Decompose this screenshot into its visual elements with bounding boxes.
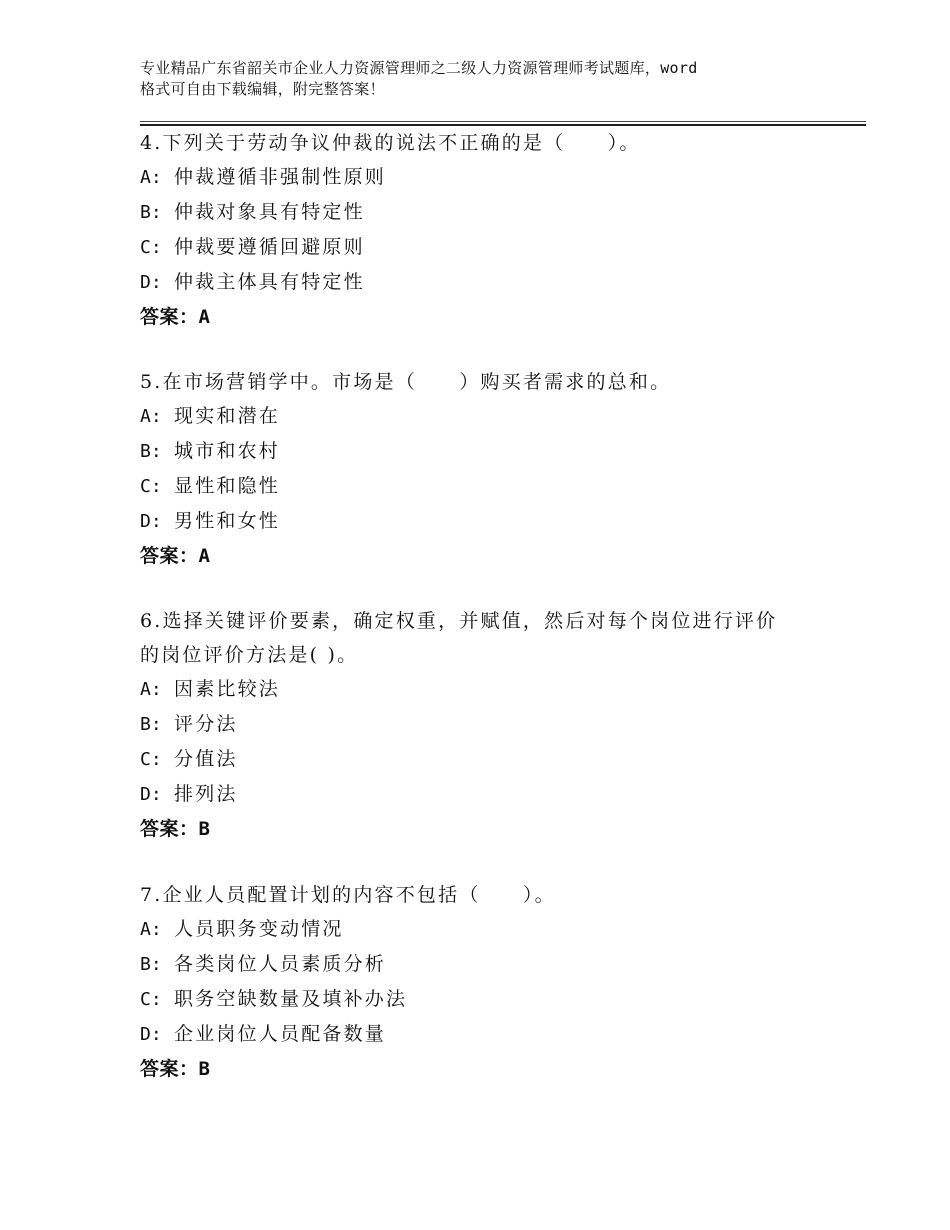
- option-text: 各类岗位人员素质分析: [174, 953, 387, 975]
- option-letter: A:: [140, 167, 162, 188]
- option-text: 显性和隐性: [174, 475, 281, 497]
- option-text: 因素比较法: [174, 678, 281, 700]
- option-text: 男性和女性: [174, 510, 281, 532]
- document-header: [140, 58, 840, 100]
- option-letter: B:: [140, 441, 162, 462]
- option-b: [140, 434, 840, 469]
- header-line-1: 专业精品广东省韶关市企业人力资源管理师之二级人力资源管理师考试题库，word: [140, 59, 698, 77]
- question-5: [140, 365, 840, 573]
- option-a: [140, 912, 840, 947]
- option-text: 仲裁遵循非强制性原则: [174, 166, 387, 188]
- option-letter: A:: [140, 406, 162, 427]
- option-text: 现实和潜在: [174, 405, 281, 427]
- option-a: [140, 399, 840, 434]
- option-b: [140, 947, 840, 982]
- question-stem-line-2: 的岗位评价方法是( )。: [140, 644, 359, 666]
- question-stem-line-1: 6.选择关键评价要素，确定权重，并赋值，然后对每个岗位进行评价: [140, 610, 778, 632]
- header-line-2: 格式可自由下载编辑，附完整答案！: [140, 80, 385, 98]
- question-4: [140, 126, 840, 334]
- option-b: [140, 195, 840, 230]
- option-letter: D:: [140, 784, 162, 805]
- header-divider-thin: [140, 121, 866, 122]
- option-c: [140, 230, 840, 265]
- option-c: [140, 982, 840, 1017]
- option-c: [140, 469, 840, 504]
- answer-line: [140, 1052, 840, 1086]
- option-text: 仲裁主体具有特定性: [174, 271, 365, 293]
- option-d: [140, 777, 840, 812]
- question-7: [140, 878, 840, 1086]
- question-stem: 7.企业人员配置计划的内容不包括（ ）。: [140, 884, 556, 906]
- answer-line: [140, 300, 840, 334]
- option-a: [140, 160, 840, 195]
- option-text: 排列法: [174, 783, 238, 805]
- answer-value: B: [198, 818, 211, 840]
- option-text: 分值法: [174, 748, 238, 770]
- answer-line: [140, 539, 840, 573]
- option-d: [140, 504, 840, 539]
- option-letter: A:: [140, 919, 162, 940]
- question-stem: 5.在市场营销学中。市场是（ ）购买者需求的总和。: [140, 371, 672, 393]
- option-text: 评分法: [174, 713, 238, 735]
- answer-label: 答案：: [140, 1058, 199, 1080]
- option-letter: B:: [140, 714, 162, 735]
- answer-label: 答案：: [140, 306, 199, 328]
- option-letter: C:: [140, 989, 162, 1010]
- option-letter: A:: [140, 679, 162, 700]
- answer-label: 答案：: [140, 818, 199, 840]
- option-letter: C:: [140, 476, 162, 497]
- answer-value: A: [198, 545, 211, 567]
- option-letter: C:: [140, 237, 162, 258]
- answer-label: 答案：: [140, 545, 199, 567]
- option-text: 职务空缺数量及填补办法: [174, 988, 408, 1010]
- option-d: [140, 265, 840, 300]
- option-a: [140, 672, 840, 707]
- option-d: [140, 1017, 840, 1052]
- option-letter: B:: [140, 954, 162, 975]
- answer-value: B: [198, 1058, 211, 1080]
- option-b: [140, 707, 840, 742]
- answer-value: A: [198, 306, 211, 328]
- option-letter: B:: [140, 202, 162, 223]
- option-letter: D:: [140, 272, 162, 293]
- answer-line: [140, 812, 840, 846]
- option-text: 人员职务变动情况: [174, 918, 344, 940]
- option-text: 仲裁对象具有特定性: [174, 201, 365, 223]
- option-letter: C:: [140, 749, 162, 770]
- question-6: [140, 604, 840, 846]
- option-c: [140, 742, 840, 777]
- option-letter: D:: [140, 511, 162, 532]
- option-text: 城市和农村: [174, 440, 281, 462]
- option-text: 仲裁要遵循回避原则: [174, 236, 365, 258]
- question-stem: 4.下列关于劳动争议仲裁的说法不正确的是（ ）。: [140, 132, 641, 154]
- option-letter: D:: [140, 1024, 162, 1045]
- option-text: 企业岗位人员配备数量: [174, 1023, 387, 1045]
